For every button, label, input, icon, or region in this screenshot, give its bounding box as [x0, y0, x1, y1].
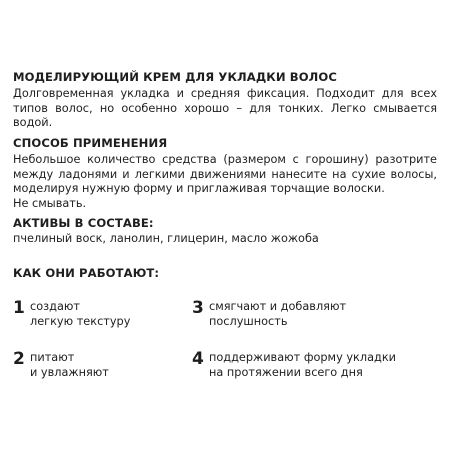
- usage-heading: СПОСОБ ПРИМЕНЕНИЯ: [13, 136, 168, 150]
- usage-text: [13, 153, 437, 211]
- step-4: [192, 349, 396, 385]
- step-1: [13, 298, 213, 334]
- product-heading: МОДЕЛИРУЮЩИЙ КРЕМ ДЛЯ УКЛАДКИ ВОЛОС: [13, 70, 337, 84]
- usage-instructions: Небольшое количество средства (размером с горошину) разотрите между ладонями и легкими движениями нанесите на сухие волосы, моделируя нужную форму и приглаживая торчащие волоски.: [13, 153, 437, 195]
- how-section: [13, 266, 437, 280]
- step-2: [13, 349, 213, 385]
- step-description: питают и увлажняют: [30, 351, 109, 379]
- step-number: 2: [13, 349, 25, 369]
- usage-section: [13, 136, 437, 211]
- actives-heading: АКТИВЫ В СОСТАВЕ:: [13, 216, 154, 230]
- actives-list: пчелиный воск, ланолин, глицерин, масло жожоба: [13, 232, 319, 245]
- step-description: поддерживают форму укладки на протяжении всего дня: [209, 351, 396, 379]
- actives-section: [13, 216, 437, 247]
- how-heading: КАК ОНИ РАБОТАЮТ:: [13, 266, 160, 280]
- step-description: смягчают и добавляют послушность: [209, 300, 347, 328]
- product-section: [13, 70, 437, 131]
- step-number: 3: [192, 298, 204, 318]
- step-description: создают легкую текстуру: [30, 300, 131, 328]
- step-number: 1: [13, 298, 25, 318]
- step-3: [192, 298, 392, 334]
- step-number: 4: [192, 349, 204, 369]
- usage-note: Не смывать.: [13, 196, 87, 210]
- product-text: Долговременная укладка и средняя фиксация. Подходит для всех типов волос, но особенно хорошо – для тонких. Легко смывается водой.: [13, 87, 437, 129]
